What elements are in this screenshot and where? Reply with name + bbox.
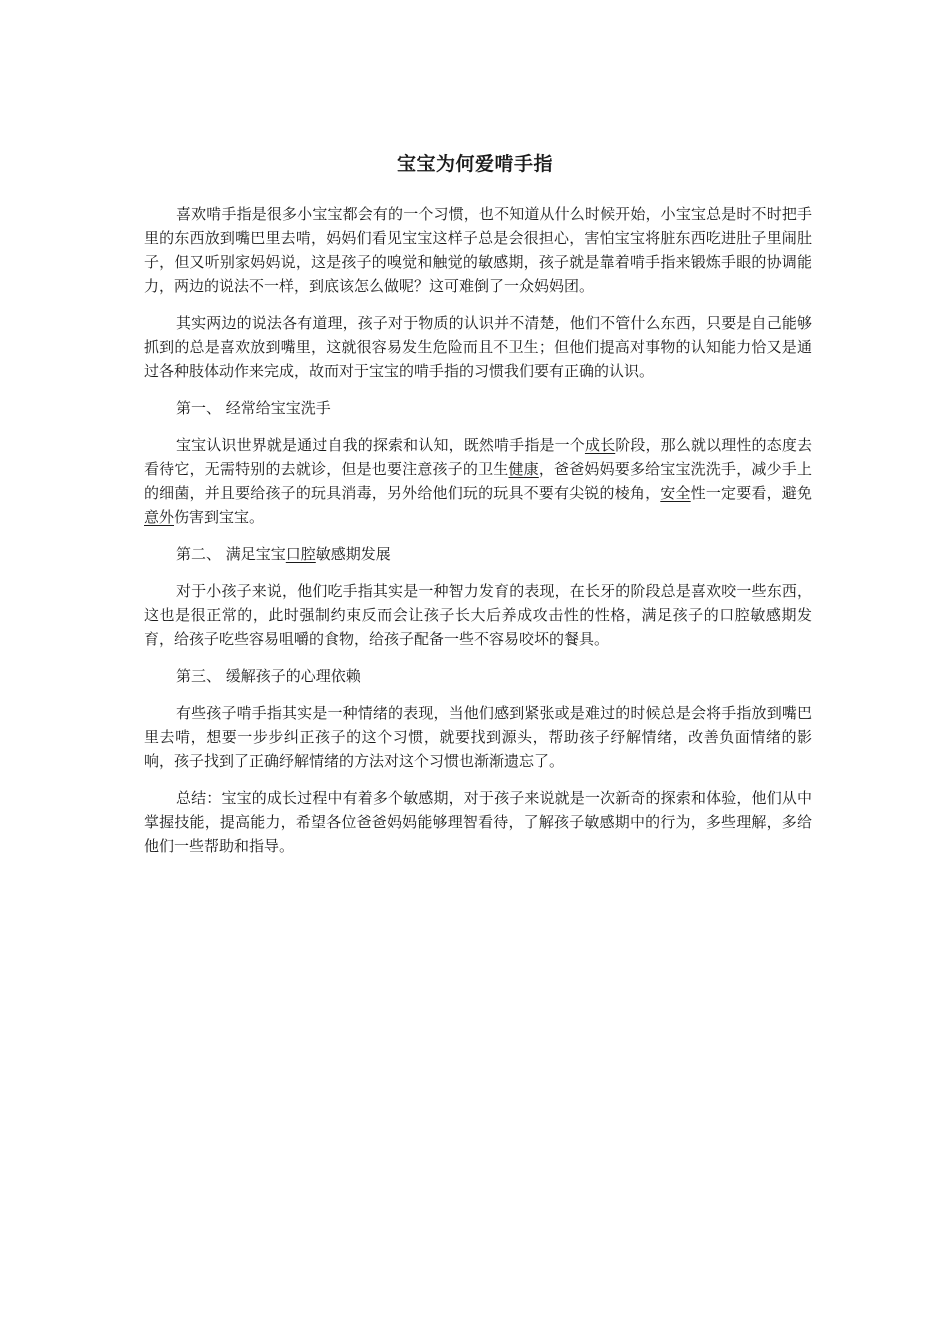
link-safety[interactable]: 安全 [660, 484, 691, 502]
document-body [144, 202, 812, 871]
text-run: 阶段，那么就以理性的态度去看待它，无需特别的去就诊，但是也要注意孩子的卫生 [144, 436, 812, 478]
text-run: 性一定要看，避免 [690, 484, 812, 502]
text-run: 第二、 满足宝宝 [176, 545, 286, 563]
text-run: ，爸爸妈妈要多给宝宝洗洗手，减少手上的细菌，并且要给孩子的玩具消毒，另外给他们玩的玩具不要有尖锐的棱角， [144, 460, 812, 502]
link-health[interactable]: 健康 [508, 460, 539, 478]
document-title: 宝宝为何爱啃手指 [396, 153, 553, 175]
link-accident[interactable]: 意外 [144, 508, 175, 526]
paragraph-explanation: 其实两边的说法各有道理，孩子对于物质的认识并不清楚，他们不管什么东西，只要是自己能够抓到的总是喜欢放到嘴里，这就很容易发生危险而且不卫生；但他们提高对事物的认知能力恰又是通过各种肢体动作来完成，故而对于宝宝的啃手指的习惯我们要有正确的认识。 [144, 314, 812, 380]
link-oral[interactable]: 口腔 [285, 545, 316, 563]
text-run: 伤害到宝宝。 [174, 508, 265, 526]
paragraph-section-1 [144, 433, 812, 529]
text-run: 宝宝认识世界就是通过自我的探索和认知，既然啃手指是一个 [176, 436, 585, 454]
text-run: 敏感期发展 [315, 545, 391, 563]
paragraph-intro: 喜欢啃手指是很多小宝宝都会有的一个习惯，也不知道从什么时候开始，小宝宝总是时不时把手里的东西放到嘴巴里去啃，妈妈们看见宝宝这样子总是会很担心，害怕宝宝将脏东西吃进肚子里闹肚子，但又听别家妈妈说，这是孩子的嗅觉和触觉的敏感期，孩子就是靠着啃手指来锻炼手眼的协调能力，两边的说法不一样，到底该怎么做呢？这可难倒了一众妈妈团。 [144, 205, 812, 295]
paragraph-section-2: 对于小孩子来说，他们吃手指其实是一种智力发育的表现，在长牙的阶段总是喜欢咬一些东西，这也是很正常的，此时强制约束反而会让孩子长大后养成攻击性的性格，满足孩子的口腔敏感期发育，给孩子吃些容易咀嚼的食物，给孩子配备一些不容易咬坏的餐具。 [144, 582, 812, 648]
paragraph-summary: 总结：宝宝的成长过程中有着多个敏感期，对于孩子来说就是一次新奇的探索和体验，他们从中掌握技能，提高能力，希望各位爸爸妈妈能够理智看待，了解孩子敏感期中的行为，多些理解，多给他们一些帮助和指导。 [144, 789, 812, 855]
section-heading-2 [144, 542, 812, 566]
section-heading-1: 第一、 经常给宝宝洗手 [176, 399, 331, 417]
link-growth[interactable]: 成长 [584, 436, 616, 454]
section-heading-3: 第三、 缓解孩子的心理依赖 [176, 667, 361, 685]
paragraph-section-3: 有些孩子啃手指其实是一种情绪的表现，当他们感到紧张或是难过的时候总是会将手指放到嘴巴里去啃，想要一步步纠正孩子的这个习惯，就要找到源头，帮助孩子纾解情绪，改善负面情绪的影响，孩子找到了正确纾解情绪的方法对这个习惯也渐渐遗忘了。 [144, 704, 812, 770]
